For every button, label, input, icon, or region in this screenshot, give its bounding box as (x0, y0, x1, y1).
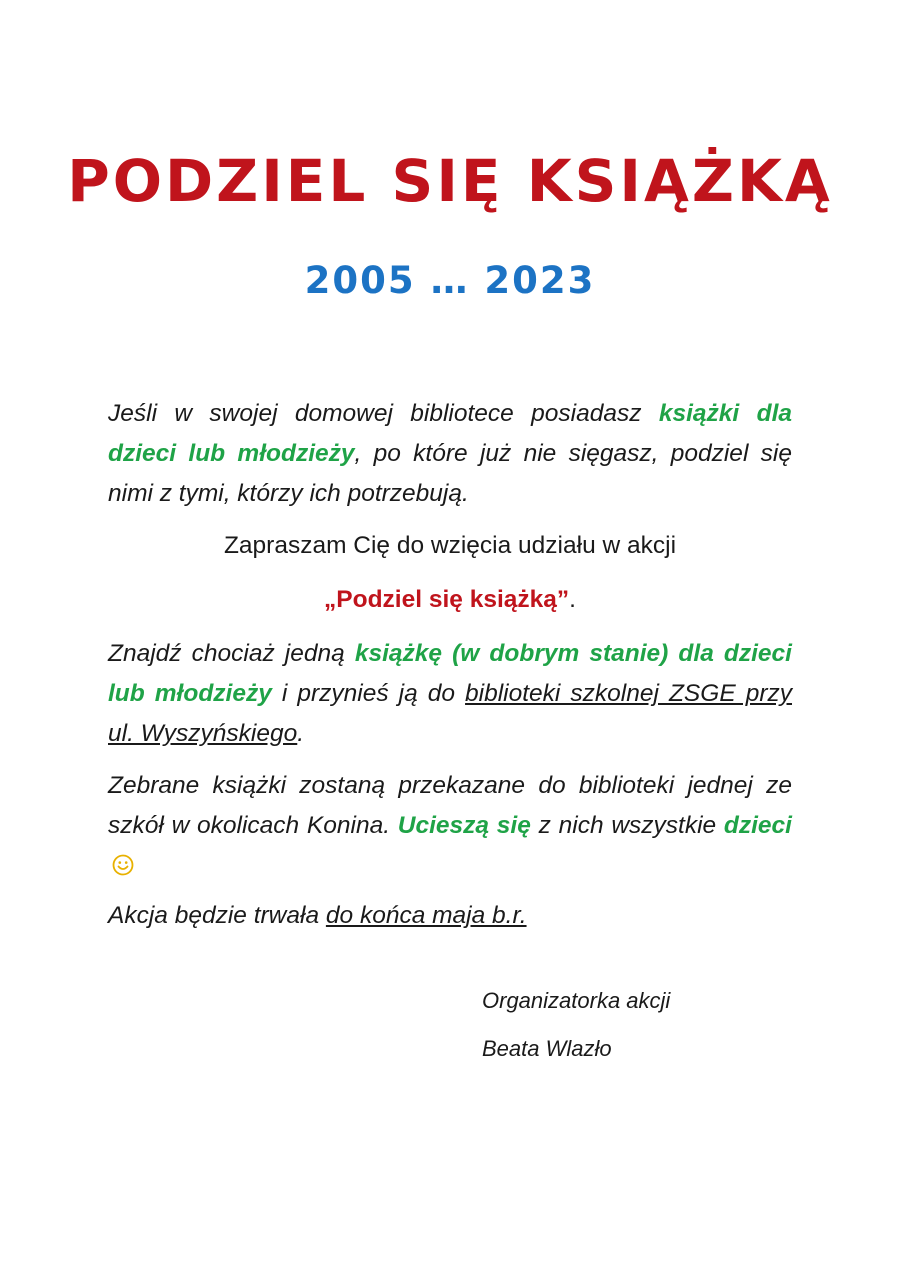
duration-paragraph (108, 896, 792, 936)
donation-text-2: z nich wszystkie (530, 812, 724, 839)
intro-text-2: , po które już nie sięgasz, podziel się nimi z tymi, którzy ich potrzebują. (108, 440, 793, 507)
instruction-paragraph (108, 634, 792, 754)
action-name-line (0, 580, 900, 620)
intro-highlight: książki dla dzieci lub młodzieży (108, 400, 793, 467)
intro-text-1: Jeśli w swojej domowej bibliotece posiadasz (108, 400, 659, 427)
donation-text-1: Zebrane książki zostaną przekazane do biblioteki jednej ze szkół w okolicach Konina. (108, 772, 792, 839)
poster-title: PODZIEL SIĘ KSIĄŻKĄ (67, 147, 833, 215)
invitation-line: Zapraszam Cię do wzięcia udziału w akcji (223, 532, 677, 559)
instruction-text-2: i przynieś ją do (271, 680, 466, 707)
duration-deadline: do końca maja b.r. (325, 902, 527, 929)
intro-paragraph (108, 394, 792, 514)
signature-name: Beata Wlazło (482, 1036, 612, 1061)
donation-paragraph (108, 766, 792, 889)
action-name: „Podziel się książką” (324, 586, 570, 613)
library-location: biblioteki szkolnej ZSGE przy ul. Wyszyńskiego (108, 680, 792, 747)
instruction-text-3: . (297, 720, 305, 747)
donation-highlight-1: Ucieszą się (397, 812, 531, 839)
years-range: 2005 … 2023 (304, 259, 596, 302)
smiley-face-icon (112, 849, 134, 889)
action-name-dot: . (569, 586, 576, 613)
instruction-text-1: Znajdź chociaż jedną (108, 640, 355, 667)
signature-role: Organizatorka akcji (482, 988, 671, 1013)
instruction-highlight: książkę (w dobrym stanie) dla dzieci lub młodzieży (108, 640, 792, 707)
donation-highlight-2: dzieci (723, 812, 792, 839)
duration-text: Akcja będzie trwała (108, 902, 326, 929)
